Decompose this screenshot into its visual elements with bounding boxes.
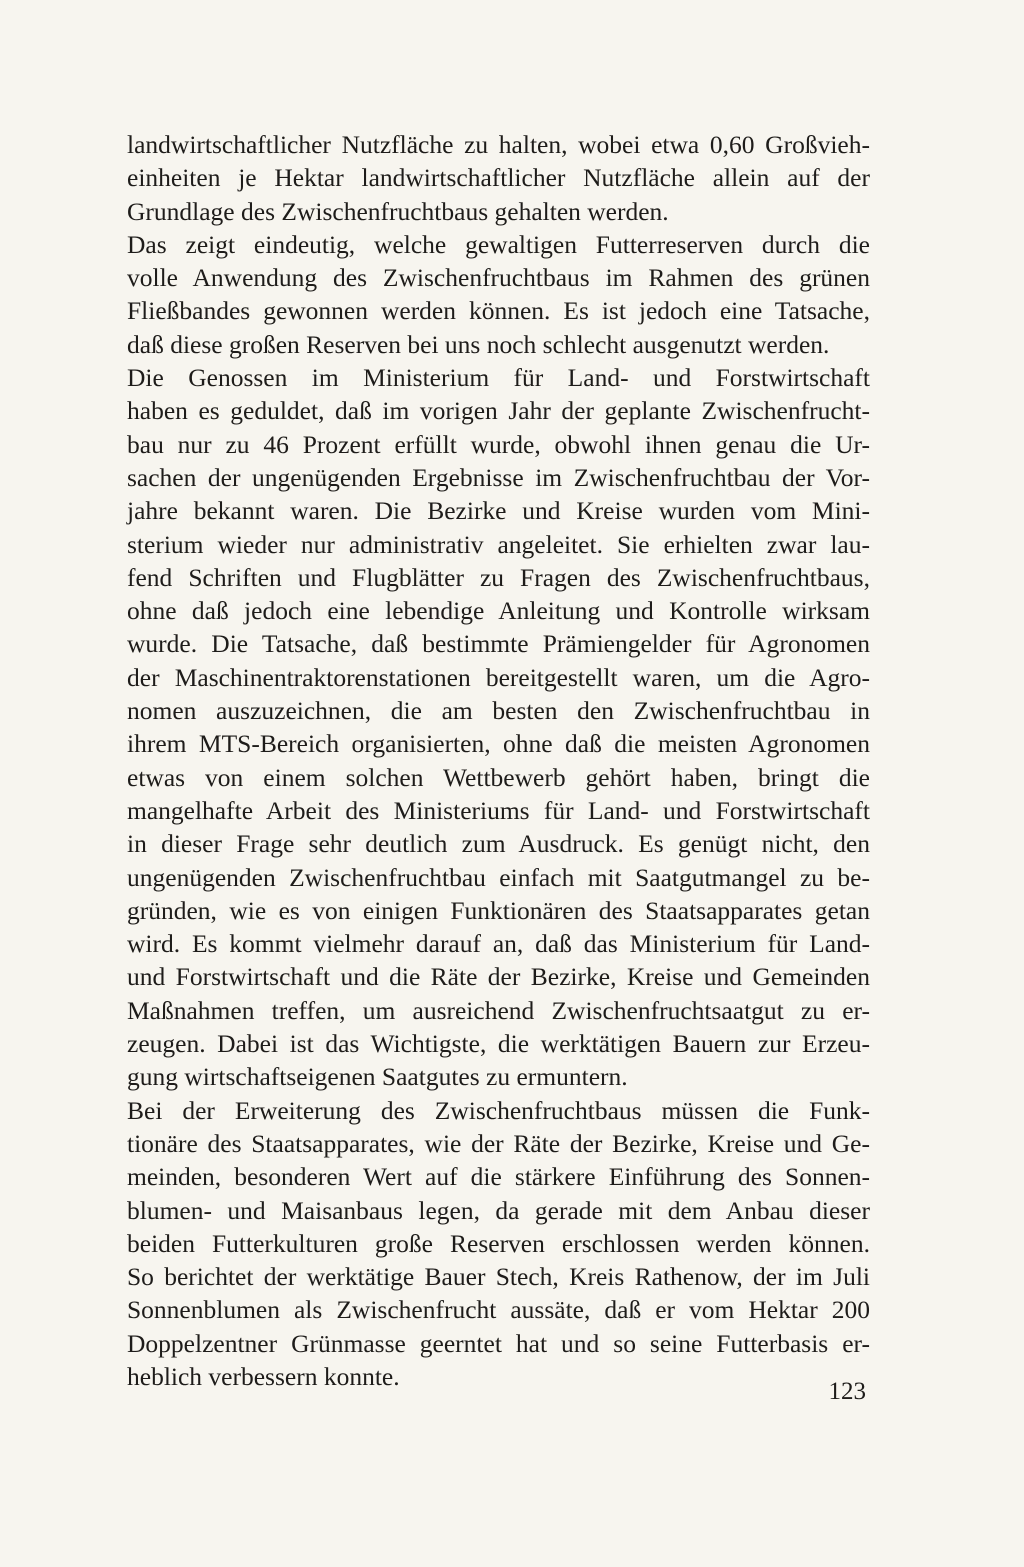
text-line: tionäre des Staatsapparates, wie der Räte der Bezirke, Kreise und Ge-: [127, 1128, 870, 1158]
text-line: fend Schriften und Flugblätter zu Fragen des Zwischenfruchtbaus,: [127, 562, 870, 592]
text-line: gründen, wie es von einigen Funktionären des Staatsapparates getan: [127, 895, 870, 925]
text-line: wird. Es kommt vielmehr darauf an, daß das Ministerium für Land-: [127, 929, 870, 959]
text-line: Grundlage des Zwischenfruchtbaus gehalten werden.: [127, 196, 669, 226]
text-line: ihrem MTS-Bereich organisierten, ohne daß die meisten Agronomen: [127, 729, 870, 759]
text-line: Bei der Erweiterung des Zwischenfruchtbaus müssen die Funk-: [127, 1095, 870, 1125]
text-line: beiden Futterkulturen große Reserven erschlossen werden können.: [127, 1228, 870, 1258]
text-line: sachen der ungenügenden Ergebnisse im Zwischenfruchtbau der Vor-: [127, 462, 870, 492]
text-line: Fließbandes gewonnen werden können. Es ist jedoch eine Tatsache,: [127, 296, 870, 326]
text-line: jahre bekannt waren. Die Bezirke und Kreise wurden vom Mini-: [127, 496, 870, 526]
text-line: einheiten je Hektar landwirtschaftlicher Nutzfläche allein auf der: [127, 163, 870, 193]
page-number: 123: [828, 1378, 866, 1405]
text-line: gung wirtschaftseigenen Saatgutes zu ermuntern.: [127, 1062, 628, 1092]
text-line: in dieser Frage sehr deutlich zum Ausdruck. Es genügt nicht, den: [127, 829, 870, 859]
text-line: mangelhafte Arbeit des Ministeriums für Land- und Forstwirtschaft: [127, 795, 870, 825]
text-line: ohne daß jedoch eine lebendige Anleitung und Kontrolle wirksam: [127, 596, 870, 626]
text-line: Sonnenblumen als Zwischenfrucht aussäte, daß er vom Hektar 200: [127, 1295, 870, 1325]
text-line: Maßnahmen treffen, um ausreichend Zwischenfruchtsaatgut zu er-: [127, 995, 870, 1025]
text-line: blumen- und Maisanbaus legen, da gerade mit dem Anbau dieser: [127, 1195, 870, 1225]
text-line: heblich verbessern konnte.: [127, 1361, 400, 1391]
text-line: etwas von einem solchen Wettbewerb gehört haben, bringt die: [127, 762, 870, 792]
text-line: ungenügenden Zwischenfruchtbau einfach mit Saatgutmangel zu be-: [127, 862, 870, 892]
text-line: haben es geduldet, daß im vorigen Jahr der geplante Zwischenfrucht-: [127, 396, 870, 426]
text-line: volle Anwendung des Zwischenfruchtbaus im Rahmen des grünen: [127, 263, 870, 293]
body-text: [127, 128, 870, 1393]
paragraph: [127, 128, 870, 228]
text-line: Das zeigt eindeutig, welche gewaltigen Futterreserven durch die: [127, 229, 870, 259]
text-line: landwirtschaftlicher Nutzfläche zu halten, wobei etwa 0,60 Großvieh-: [127, 130, 870, 159]
paragraph: [127, 228, 870, 361]
text-line: der Maschinentraktorenstationen bereitgestellt waren, um die Agro-: [127, 662, 870, 692]
text-line: wurde. Die Tatsache, daß bestimmte Prämiengelder für Agronomen: [127, 629, 870, 659]
text-line: Die Genossen im Ministerium für Land- und Forstwirtschaft: [127, 363, 870, 393]
text-line: Doppelzentner Grünmasse geerntet hat und so seine Futterbasis er-: [127, 1328, 870, 1358]
text-line: nomen auszuzeichnen, die am besten den Zwischenfruchtbau in: [127, 696, 870, 726]
text-line: daß diese großen Reserven bei uns noch schlecht ausgenutzt werden.: [127, 329, 830, 359]
text-line: So berichtet der werktätige Bauer Stech, Kreis Rathenow, der im Juli: [127, 1262, 870, 1292]
text-line: und Forstwirtschaft und die Räte der Bezirke, Kreise und Gemeinden: [127, 962, 870, 992]
paragraph: [127, 1094, 870, 1394]
text-line: sterium wieder nur administrativ angeleitet. Sie erhielten zwar lau-: [127, 529, 870, 559]
paragraph: [127, 361, 870, 1094]
text-line: zeugen. Dabei ist das Wichtigste, die werktätigen Bauern zur Erzeu-: [127, 1029, 870, 1059]
text-line: meinden, besonderen Wert auf die stärkere Einführung des Sonnen-: [127, 1162, 870, 1192]
text-line: bau nur zu 46 Prozent erfüllt wurde, obwohl ihnen genau die Ur-: [127, 429, 870, 459]
